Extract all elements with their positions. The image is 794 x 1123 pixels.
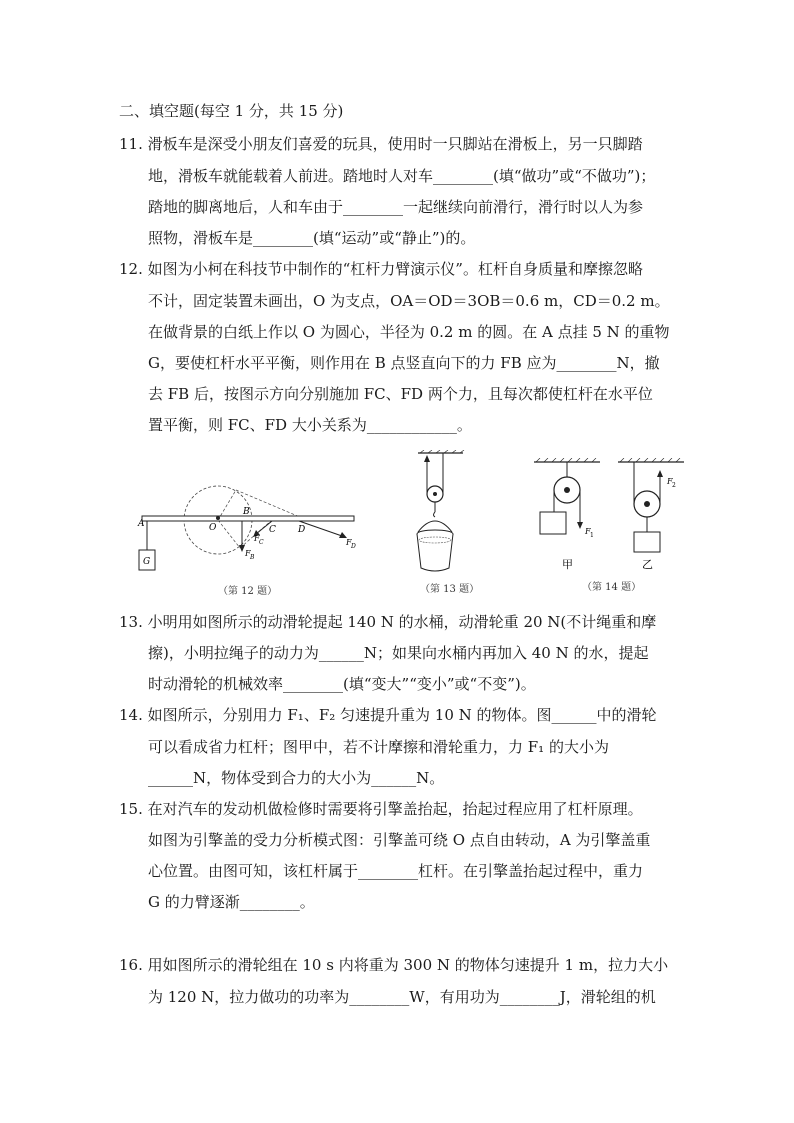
q14-line-1: 14. 如图所示，分别用力 F₁、F₂ 匀速提升重为 10 N 的物体。图______中的滑轮	[119, 706, 657, 724]
figure-12-caption: （第 12 题）	[218, 586, 278, 597]
q16-line-1: 16. 用如图所示的滑轮组在 10 s 内将重为 300 N 的物体匀速提升 1 m，拉力大小	[119, 956, 669, 974]
q14-line-2: 可以看成省力杠杆；图甲中，若不计摩擦和滑轮重力，力 F₁ 的大小为	[148, 738, 609, 756]
q12-line-4: G，要使杠杆水平平衡，则作用在 B 点竖直向下的力 FB 应为________N，撤	[148, 354, 660, 372]
fig12-label-c: C	[269, 525, 276, 535]
fig14-label-jia: 甲	[562, 558, 573, 571]
q15-line-1: 15. 在对汽车的发动机做检修时需要将引擎盖抬起，抬起过程应用了杠杆原理。	[119, 800, 643, 818]
fig12-label-b: B	[243, 507, 250, 517]
q12-line-2: 不计，固定装置未画出，O 为支点，OA＝OD＝3OB＝0.6 m，CD＝0.2 m。	[148, 292, 670, 310]
q12-line-5: 去 FB 后，按图示方向分别施加 FC、FD 两个力，且每次都使杠杆在水平位	[148, 385, 653, 403]
fig12-label-fc-sub: C	[259, 539, 264, 546]
fig12-label-fd-sub: D	[351, 543, 356, 550]
figure-14	[530, 458, 690, 592]
fig13-bucket-body	[417, 534, 453, 571]
fig14-label-f2-sub: 2	[672, 482, 676, 489]
section-title: 二、填空题(每空 1 分，共 15 分)	[119, 102, 344, 120]
figure-14-diagram	[530, 458, 690, 576]
fig12-label-fb-sub: B	[250, 554, 255, 561]
fig12-pivot	[216, 516, 220, 520]
fig14-yi-block	[634, 532, 660, 552]
fig12-label-d: D	[298, 525, 306, 535]
fig12-label-g: G	[143, 557, 151, 567]
q14-line-3: ______N，物体受到合力的大小为______N。	[148, 769, 445, 787]
figure-14-caption: （第 14 题）	[582, 582, 642, 593]
q12-line-6: 置平衡，则 FC、FD 大小关系为____________。	[148, 416, 472, 434]
fig12-label-fb: F	[245, 549, 251, 558]
fig12-fd-arrow	[299, 521, 342, 536]
q11-line-2: 地，滑板车就能载着人前进。踏地时人对车________(填“做功”或“不做功”)；	[148, 167, 656, 185]
fig14-jia-block	[540, 512, 566, 534]
q15-line-2: 如图为引擎盖的受力分析模式图：引擎盖可绕 O 点自由转动，A 为引擎盖重	[148, 831, 651, 849]
fig12-label-fd: F	[346, 538, 352, 547]
q11-line-4: 照物，滑板车是________(填“运动”或“静止”)的。	[148, 229, 476, 247]
fig12-dashed-radius-2	[218, 520, 240, 548]
q13-line-1: 13. 小明用如图所示的动滑轮提起 140 N 的水桶，动滑轮重 20 N(不计绳重和摩	[119, 613, 657, 631]
fig13-arrowhead	[424, 455, 430, 462]
q16-line-2: 为 120 N，拉力做功的功率为________W，有用功为________J，滑轮组的机	[148, 988, 656, 1006]
q11-line-1: 11. 滑板车是深受小朋友们喜爱的玩具，使用时一只脚站在滑板上，另一只脚踏	[119, 135, 643, 153]
figure-13-diagram	[408, 450, 498, 578]
q12-line-3: 在做背景的白纸上作以 O 为圆心，半径为 0.2 m 的圆。在 A 点挂 5 N 的重物	[148, 323, 670, 341]
fig14-label-f1: F	[585, 527, 591, 536]
fig14-label-f1-sub: 1	[590, 532, 594, 539]
q15-line-4: G 的力臂逐渐________。	[148, 893, 315, 911]
q13-line-3: 时动滑轮的机械效率________(填“变大”“变小”或“不变”)。	[148, 675, 536, 693]
q11-line-3: 踏地的脚离地后，人和车由于________一起继续向前滑行，滑行时以人为参	[148, 198, 644, 216]
figure-12-diagram	[132, 470, 372, 580]
q15-line-3: 心位置。由图可知，该杠杆属于________杠杆。在引擎盖抬起过程中，重力	[148, 862, 644, 880]
figure-13-caption: （第 13 题）	[420, 584, 480, 595]
fig14-label-yi: 乙	[642, 558, 653, 571]
fig12-label-fc: F	[254, 534, 260, 543]
q12-line-1: 12. 如图为小柯在科技节中制作的“杠杆力臂演示仪”。杠杆自身质量和摩擦忽略	[119, 260, 643, 278]
fig14-label-f2: F	[667, 477, 673, 486]
q13-line-2: 擦)，小明拉绳子的动力为______N；如果向水桶内再加入 40 N 的水，提起	[148, 644, 649, 662]
figure-13	[408, 450, 498, 595]
figure-12	[132, 470, 372, 597]
fig12-label-o: O	[209, 523, 217, 533]
fig12-label-a: A	[138, 519, 145, 529]
